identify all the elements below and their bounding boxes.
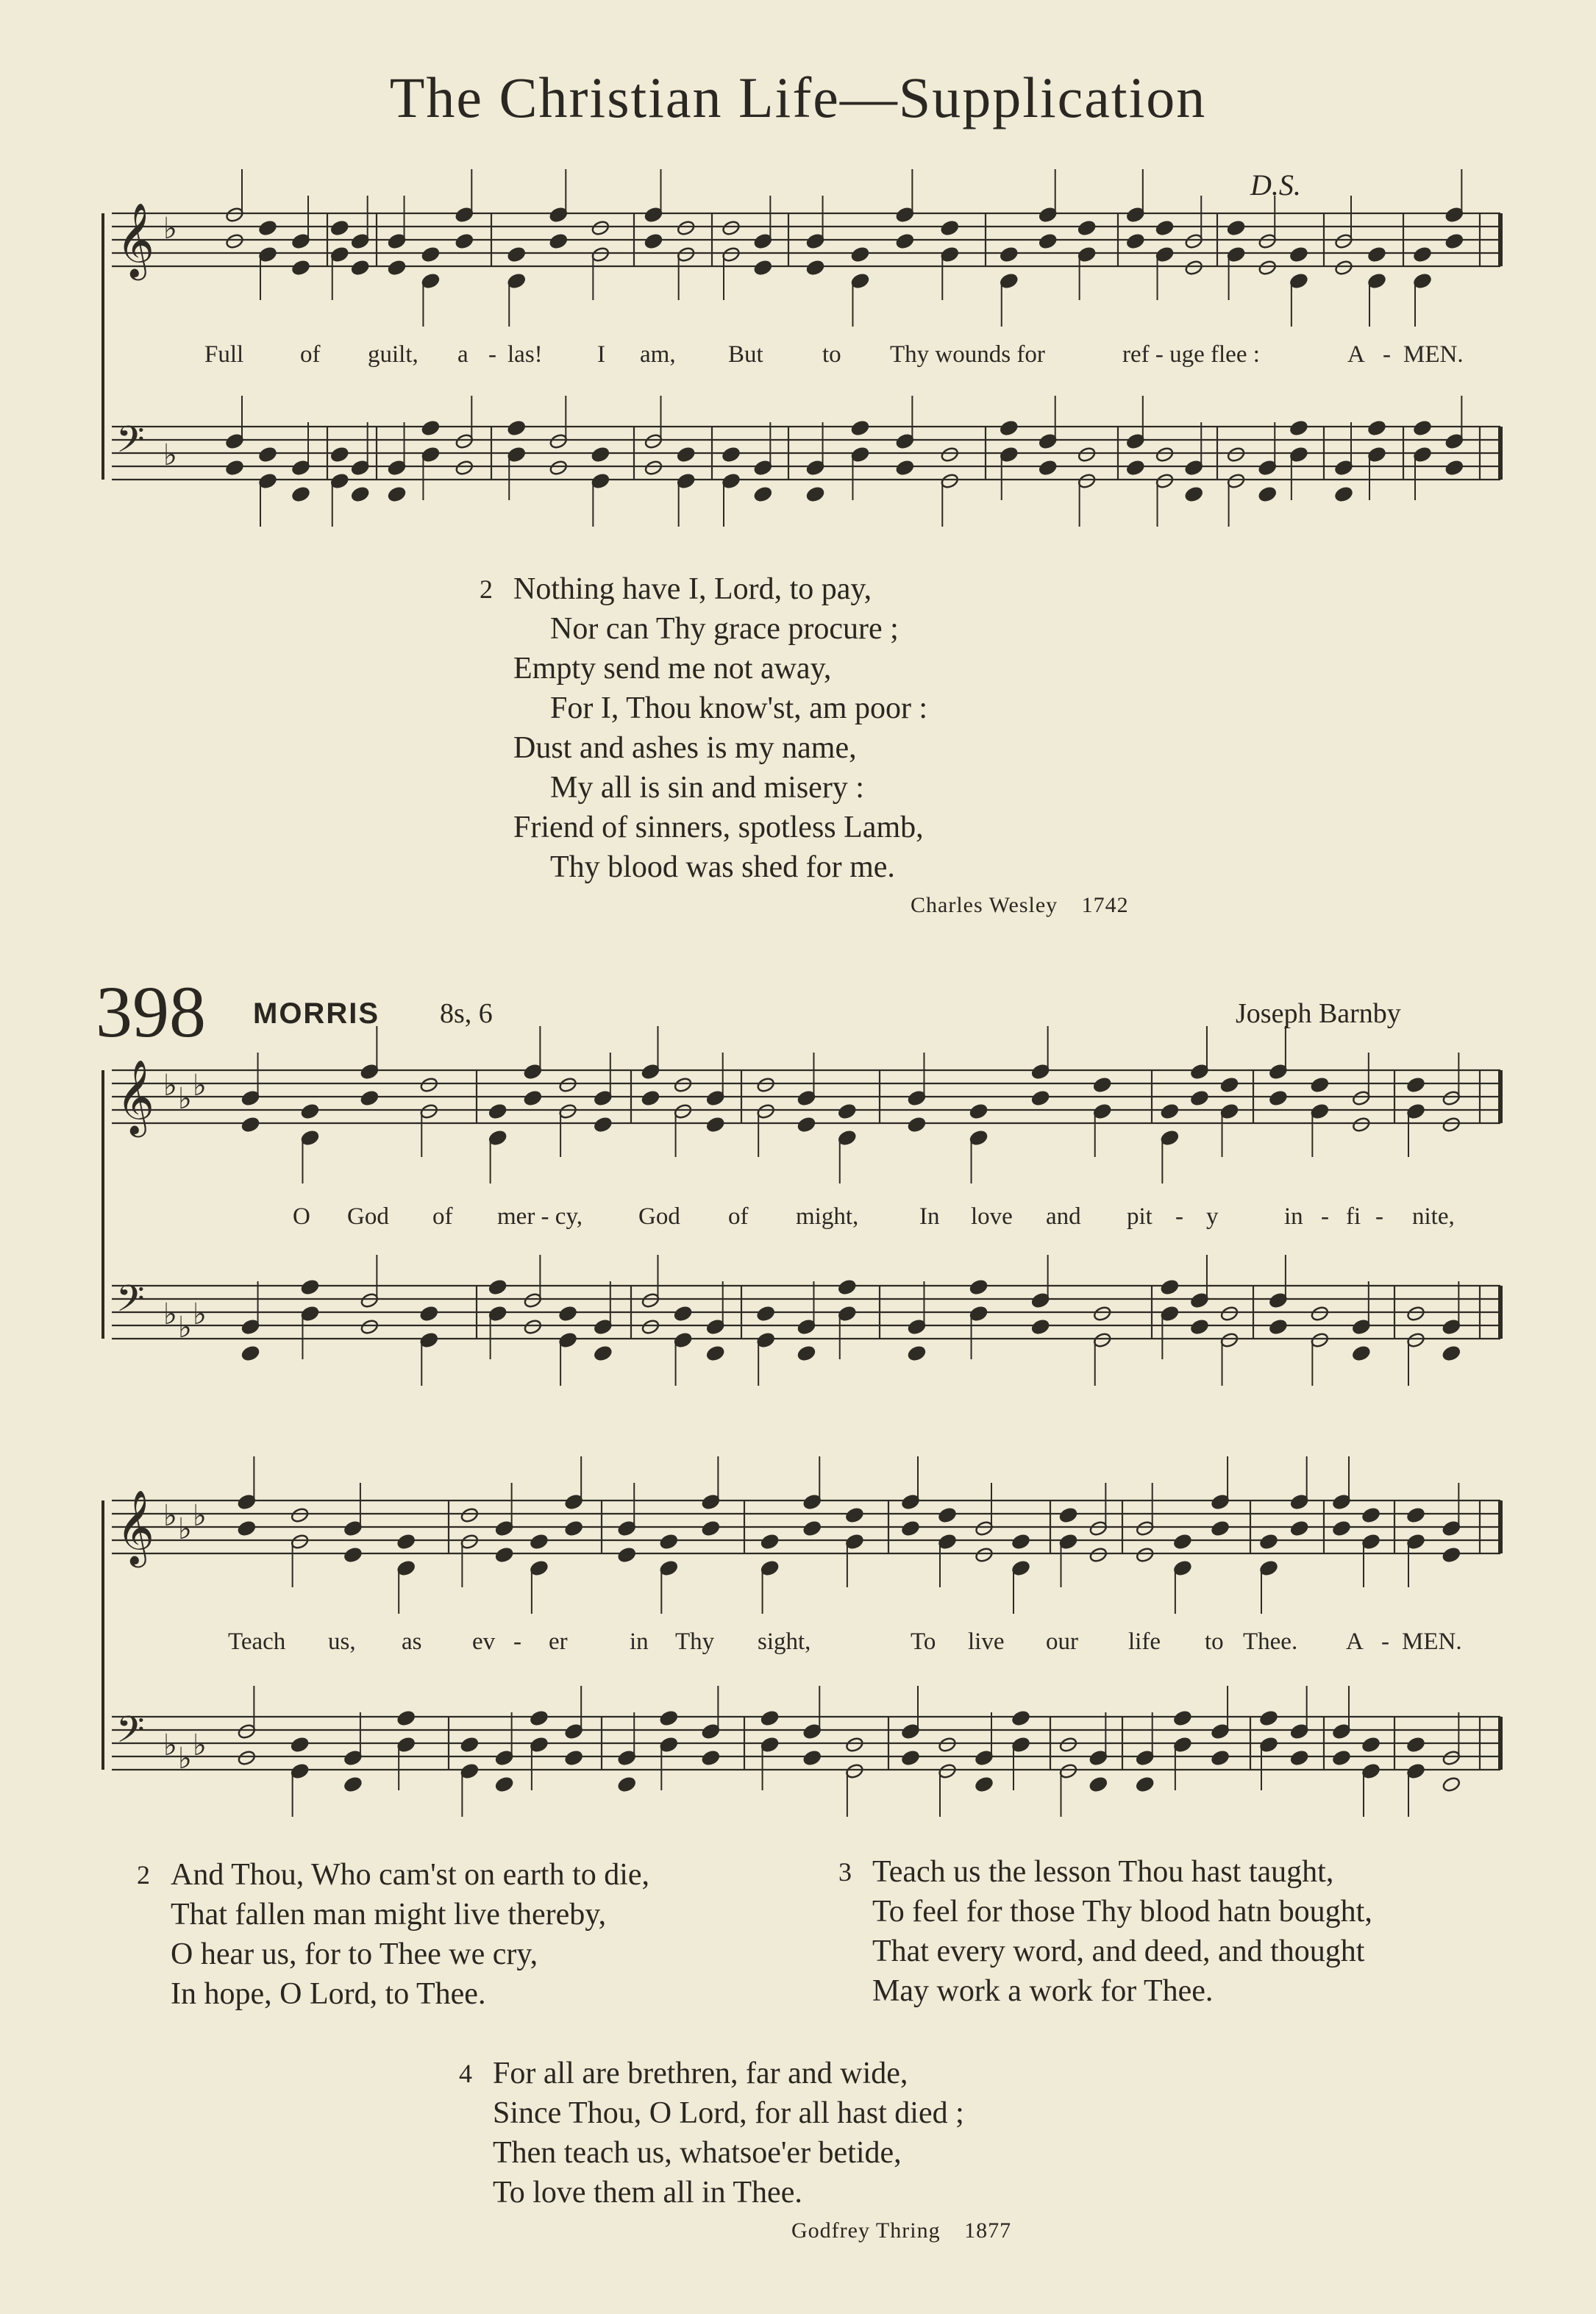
hymn-398-lyrics-line-2 [0,1628,1596,1658]
notehead [488,1279,507,1296]
notehead [805,486,824,503]
hymn-398-author [791,2218,1011,2243]
lyric-word: and [1046,1203,1081,1230]
verse-line: My all is sin and misery : [550,771,864,805]
notehead [237,1750,256,1767]
notehead [1155,220,1174,237]
notehead [1011,1534,1030,1551]
notehead [558,1306,577,1322]
flat-icon: ♭ [178,1311,192,1345]
notehead [1211,1750,1230,1767]
notehead [975,1547,994,1564]
notehead [396,1710,416,1727]
notehead [523,1090,542,1107]
lyric-word: ev [472,1628,496,1655]
notehead [907,1117,926,1133]
notehead [225,460,244,477]
lyric-word: MEN. [1402,1628,1462,1655]
notehead [258,446,277,463]
flat-icon: ♭ [163,1069,177,1103]
notehead [617,1776,636,1793]
lyric-word: mer - cy, [497,1203,583,1230]
notehead [225,233,244,250]
verse-line: That every word, and deed, and thought [872,1934,1365,1968]
notehead [845,1507,864,1524]
notehead [938,1737,957,1754]
notehead [564,1750,583,1767]
notehead [1136,1776,1155,1793]
verse-line: O hear us, for to Thee we cry, [171,1937,538,1971]
lyric-word: pit [1127,1203,1153,1230]
notehead [1367,246,1386,263]
lyric-word: To [911,1628,936,1655]
notehead [1226,220,1245,237]
notehead [237,1520,256,1537]
author-year: 1742 [1081,893,1129,917]
notehead [1136,1547,1155,1564]
notehead [969,1279,988,1296]
verse-line: To feel for those Thy blood hatn bought, [872,1895,1372,1929]
notehead [677,446,696,463]
notehead [421,246,440,263]
lyric-word: our [1046,1628,1078,1655]
notehead [895,460,914,477]
notehead [1413,420,1432,437]
notehead [1332,1750,1351,1767]
lyric-word: to [1205,1628,1224,1655]
notehead [1259,1710,1278,1727]
notehead [291,260,310,277]
notehead [1334,486,1353,503]
lyric-word: might, [796,1203,859,1230]
notehead [494,1547,513,1564]
notehead [1039,460,1058,477]
notehead [1442,1776,1461,1793]
notehead [797,1345,816,1362]
notehead [1000,246,1019,263]
notehead [507,246,526,263]
notehead [300,1103,319,1120]
flat-icon: ♭ [163,1499,177,1533]
lyric-word: ref - uge flee : [1122,341,1260,368]
author-year: 1877 [964,2218,1012,2243]
notehead [1406,1737,1425,1754]
notehead [802,1520,822,1537]
notehead [845,1737,864,1754]
verse-line: Then teach us, whatsoe'er betide, [493,2136,902,2170]
verse-line: To love them all in Thee. [493,2176,802,2210]
notehead [760,1710,779,1727]
flat-icon: ♭ [193,1297,207,1331]
author-name: Charles Wesley [911,893,1058,917]
flat-icon: ♭ [178,1742,192,1776]
verse-line: Thy blood was shed for me. [550,850,895,884]
verse-line: Since Thou, O Lord, for all hast died ; [493,2096,964,2130]
notehead [760,1534,779,1551]
lyric-word: fi [1346,1203,1361,1230]
notehead [1126,460,1145,477]
treble-clef-icon: 𝄞 [116,1489,155,1564]
lyric-word: am, [640,341,676,368]
notehead [549,233,568,250]
composer: Joseph Barnby [1236,998,1401,1029]
notehead [1093,1306,1112,1322]
notehead [1289,246,1308,263]
flat-icon: ♭ [163,438,177,472]
notehead [1334,260,1353,277]
notehead [838,1103,857,1120]
notehead [706,1117,725,1133]
notehead [360,1319,379,1336]
flat-icon: ♭ [193,1729,207,1762]
notehead [455,233,474,250]
lyric-word: nite, [1412,1203,1455,1230]
lyric-word: Full [204,341,244,368]
lyric-word: sight, [758,1628,811,1655]
notehead [1258,486,1277,503]
notehead [290,1737,309,1754]
verse-line: May work a work for Thee. [872,1974,1214,2008]
lyric-word: God [347,1203,389,1230]
notehead [494,1776,513,1793]
notehead [241,1345,260,1362]
notehead [1219,1306,1239,1322]
notehead [343,1776,363,1793]
verse-line: Nothing have I, Lord, to pay, [513,572,872,606]
notehead [1077,446,1097,463]
lyric-word: Thy wounds for [890,341,1045,368]
notehead [1289,420,1308,437]
notehead [802,1750,822,1767]
notehead [907,1345,926,1362]
notehead [1190,1319,1209,1336]
lyric-word: A [1347,341,1365,368]
page-title: The Christian Life—Supplication [389,65,1207,129]
lyric-word: Thee. [1243,1628,1298,1655]
lyric-word: MEN. [1403,341,1464,368]
notehead [1406,1077,1425,1094]
notehead [677,220,696,237]
lyric-word: - [1375,1203,1383,1230]
notehead [1030,1090,1050,1107]
notehead [1184,260,1203,277]
notehead [1259,1534,1278,1551]
lyric-word: of [300,341,321,368]
ds-mark: D.S. [1250,168,1301,202]
notehead [1413,246,1432,263]
notehead [969,1103,988,1120]
notehead [1444,233,1464,250]
notehead [591,446,610,463]
notehead [673,1077,692,1094]
notehead [1258,260,1277,277]
notehead [290,1507,309,1524]
author-name: Godfrey Thring [791,2218,941,2243]
verse-line: For I, Thou know'st, am poor : [550,691,928,725]
notehead [1160,1103,1179,1120]
notehead [1367,420,1386,437]
lyric-word: Thy [675,1628,715,1655]
notehead [1190,1090,1209,1107]
lyric-word: guilt, [368,341,418,368]
notehead [895,233,914,250]
notehead [1011,1710,1030,1727]
notehead [753,486,772,503]
hymn-number: 398 [96,971,206,1053]
notehead [300,1279,319,1296]
notehead [1442,1117,1461,1133]
flat-icon: ♭ [193,1499,207,1533]
notehead [1332,1520,1351,1537]
notehead [488,1103,507,1120]
notehead [753,260,772,277]
notehead [419,1077,438,1094]
notehead [507,420,526,437]
lyric-word: live [968,1628,1005,1655]
notehead [530,1710,549,1727]
notehead [673,1306,692,1322]
flat-icon: ♭ [193,1069,207,1103]
notehead [975,1776,994,1793]
notehead [330,446,349,463]
notehead [756,1077,775,1094]
notehead [701,1750,720,1767]
notehead [797,1117,816,1133]
lyric-word: In [919,1203,940,1230]
notehead [1030,1319,1050,1336]
notehead [659,1534,678,1551]
notehead [722,446,741,463]
lyric-word: in [630,1628,649,1655]
notehead [594,1117,613,1133]
notehead [1361,1507,1381,1524]
verse-line: And Thou, Who cam'st on earth to die, [171,1858,650,1892]
lyric-word: life [1128,1628,1161,1655]
notehead [558,1077,577,1094]
notehead [455,460,474,477]
lyric-word: of [432,1203,453,1230]
notehead [641,1319,660,1336]
notehead [351,260,370,277]
lyric-word: us, [328,1628,356,1655]
lyric-word: las! [507,341,543,368]
verse-line: For all are brethren, far and wide, [493,2057,908,2090]
bass-clef-icon: 𝄢 [116,1278,145,1329]
notehead [1155,446,1174,463]
lyric-word: love [971,1203,1013,1230]
lyric-word: in [1284,1203,1303,1230]
lyric-word: Teach [228,1628,286,1655]
notehead [940,446,959,463]
notehead [940,220,959,237]
verse-line: In hope, O Lord, to Thee. [171,1977,486,2011]
lyric-word: - [1383,341,1391,368]
lyric-word: But [728,341,763,368]
verse-line: Nor can Thy grace procure ; [550,612,899,646]
notehead [564,1520,583,1537]
notehead [901,1520,920,1537]
flat-icon: ♭ [163,1297,177,1331]
notehead [351,486,370,503]
notehead [850,420,869,437]
notehead [701,1520,720,1537]
notehead [1444,460,1464,477]
notehead [1290,1750,1309,1767]
notehead [1442,1345,1461,1362]
notehead [1226,446,1245,463]
notehead [1077,220,1097,237]
notehead [756,1306,775,1322]
notehead [1269,1090,1288,1107]
lyric-word: - [1381,1628,1389,1655]
notehead [805,260,824,277]
notehead [258,220,277,237]
notehead [1442,1547,1461,1564]
notehead [1160,1279,1179,1296]
bass-clef-icon: 𝄢 [116,1709,145,1760]
lyric-word: - [513,1628,521,1655]
bass-clef-icon: 𝄢 [116,419,145,470]
notehead [594,1345,613,1362]
notehead [838,1279,857,1296]
verse-line: Friend of sinners, spotless Lamb, [513,811,924,844]
notehead [1290,1520,1309,1537]
notehead [1352,1117,1371,1133]
notehead [617,1547,636,1564]
notehead [330,220,349,237]
notehead [460,1737,479,1754]
flat-icon: ♭ [163,1729,177,1762]
notehead [291,486,310,503]
verse-number: 2 [480,574,493,604]
notehead [1219,1077,1239,1094]
notehead [1361,1737,1381,1754]
lyric-word: - [1321,1203,1329,1230]
lyric-word: O [293,1203,310,1230]
notehead [644,460,663,477]
notehead [591,220,610,237]
notehead [850,246,869,263]
hymn-398-verse-4 [459,2054,964,2212]
verse-line: Dust and ashes is my name, [513,731,857,765]
notehead [1211,1520,1230,1537]
flat-icon: ♭ [178,1082,192,1116]
lyric-word: y [1206,1203,1219,1230]
lyric-word: I [597,341,605,368]
lyric-word: A [1346,1628,1364,1655]
notehead [530,1534,549,1551]
verse-line: Teach us the lesson Thou hast taught, [872,1855,1334,1889]
notehead [644,233,663,250]
notehead [938,1507,957,1524]
hymn-397-verse-2 [480,569,928,887]
hymn-398-verse-3 [838,1852,1372,2011]
notehead [1058,1737,1077,1754]
notehead [1406,1507,1425,1524]
flat-icon: ♭ [163,212,177,246]
notehead [1269,1319,1288,1336]
notehead [1000,420,1019,437]
notehead [241,1117,260,1133]
lyric-word: God [638,1203,680,1230]
lyric-word: - [1175,1203,1183,1230]
hymn-398-verse-2 [137,1855,650,2014]
lyric-word: to [822,341,841,368]
hymn-397-author [911,893,1129,918]
notehead [460,1507,479,1524]
treble-clef-icon: 𝄞 [116,202,155,277]
notehead [1039,233,1058,250]
lyric-word: a [457,341,469,368]
notehead [1173,1534,1192,1551]
flat-icon: ♭ [178,1512,192,1546]
lyric-word: er [549,1628,568,1655]
notehead [396,1534,416,1551]
notehead [641,1090,660,1107]
notehead [1089,1776,1108,1793]
verse-number: 3 [838,1857,852,1887]
notehead [387,260,406,277]
lyric-word: - [488,341,496,368]
notehead [1089,1547,1108,1564]
notehead [343,1547,363,1564]
notehead [387,486,406,503]
notehead [360,1090,379,1107]
notehead [421,420,440,437]
meter: 8s, 6 [440,998,493,1029]
notehead [1126,233,1145,250]
notehead [659,1710,678,1727]
notehead [722,220,741,237]
notehead [1352,1345,1371,1362]
notehead [523,1319,542,1336]
hymn-398-lyrics-line-1 [0,1203,1596,1233]
treble-clef-icon: 𝄞 [116,1058,155,1134]
notehead [901,1750,920,1767]
verse-line: Empty send me not away, [513,652,832,686]
notehead [1173,1710,1192,1727]
notehead [1184,486,1203,503]
verse-line: That fallen man might live thereby, [171,1898,607,1932]
lyric-word: as [402,1628,422,1655]
notehead [419,1306,438,1322]
notehead [1310,1077,1329,1094]
notehead [706,1345,725,1362]
verse-number: 2 [137,1860,150,1890]
tune-name: MORRIS [253,997,380,1030]
notehead [1310,1306,1329,1322]
notehead [1058,1507,1077,1524]
notehead [1093,1077,1112,1094]
verse-number: 4 [459,2059,472,2088]
lyric-word: of [728,1203,749,1230]
notehead [549,460,568,477]
hymn-397-lyrics [0,341,1596,371]
notehead [1406,1306,1425,1322]
